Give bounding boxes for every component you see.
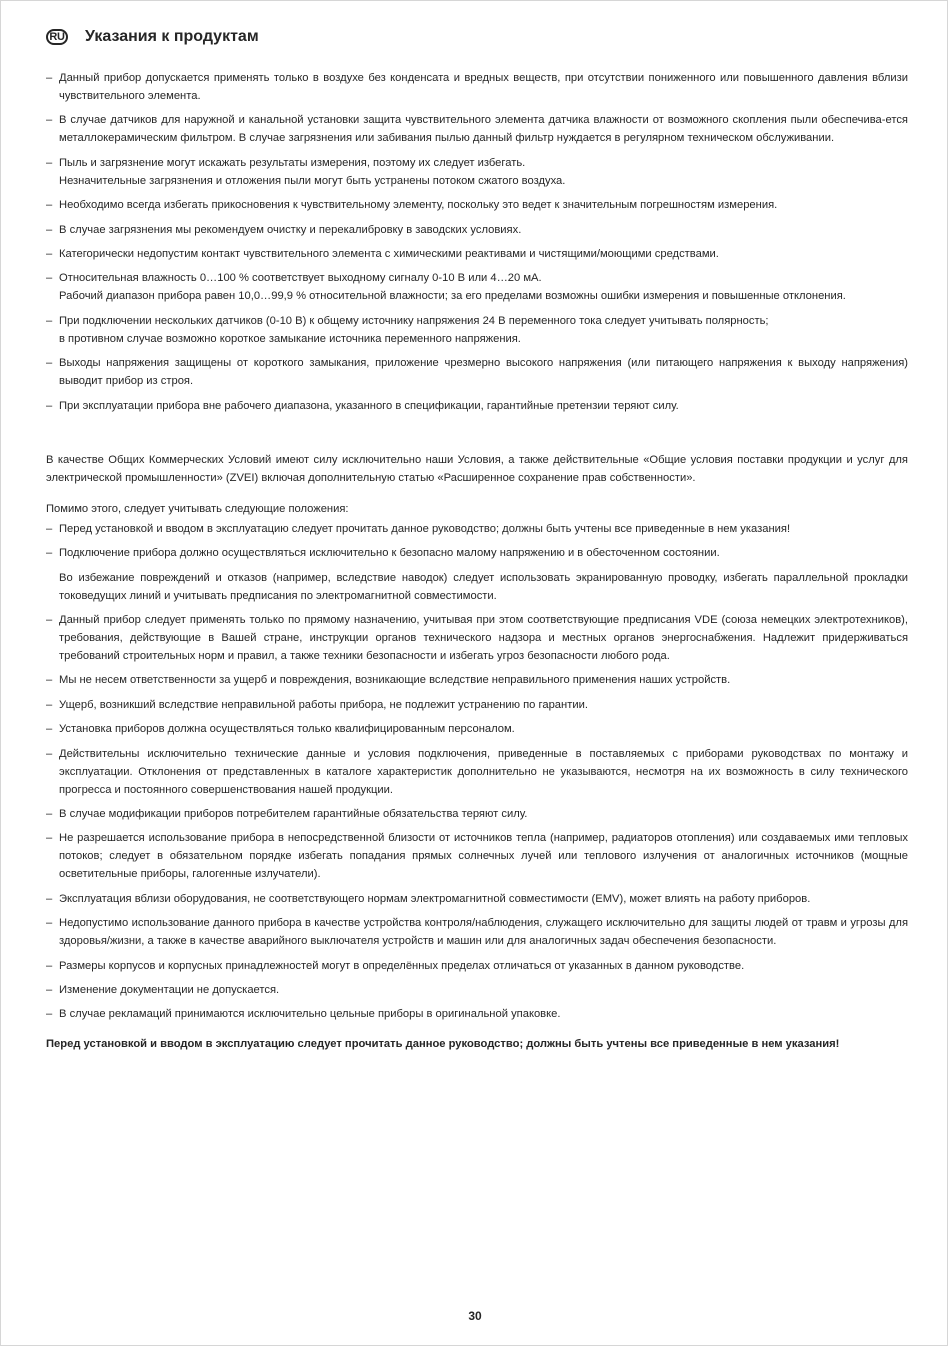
list-item: – В случае модификации приборов потребителем гарантийные обязательства теряют силу.: [46, 805, 908, 823]
list-item-text: в противном случае возможно короткое замыкание источника переменного напряжения.: [59, 332, 521, 345]
list-item: [46, 312, 908, 348]
list-item: – Эксплуатация вблизи оборудования, не соответствующего нормам электромагнитной совместимости (EMV), может влиять на работу приборов.: [46, 890, 908, 908]
list-item: [46, 154, 908, 190]
conditions-intro: Помимо этого, следует учитывать следующие положения:: [46, 502, 349, 515]
list-item: [46, 354, 908, 390]
section-header: [46, 28, 259, 46]
list-item-text: – При подключении нескольких датчиков (0-10 В) к общему источнику напряжения 24 В переменного тока следует учитывать полярность;: [59, 314, 769, 327]
page-title: Указания к продуктам: [85, 28, 259, 45]
list-item: [46, 269, 908, 305]
list-item: [46, 221, 908, 239]
list-item: – Подключение прибора должно осуществляться исключительно к безопасно малому напряжению и в обесточенном состоянии.: [46, 544, 908, 562]
list-item: [46, 245, 908, 263]
list-item: [46, 196, 908, 214]
product-notes-list: [46, 69, 908, 415]
list-item: – В случае рекламаций принимаются исключительно цельные приборы в оригинальной упаковке.: [46, 1005, 908, 1023]
list-item: – Действительны исключительно технические данные и условия подключения, приведенные в поставляемых с приборами руководствах по монтажу и эксплуатации. Отклонения от представленных в каталоге характеристик дополнительно не указываются, несмотря на их возможность в силу технического прогресса и постоянного совершенствования нашей продукции.: [46, 745, 908, 799]
list-item-text: – В случае загрязнения мы рекомендуем очистку и перекалибровку в заводских условиях.: [59, 223, 522, 236]
conditions-list-b: [46, 611, 908, 1023]
list-item: – Недопустимо использование данного прибора в качестве устройства контроля/наблюдения, служащего исключительно для защиты людей от травм и угрозы для здоровья/жизни, а также в качестве аварийного выключателя устройств и машин или для аналогичных задач обеспечения безопасности.: [46, 914, 908, 950]
list-item-text: – Выходы напряжения защищены от короткого замыкания, приложение чрезмерно высокого напряжения (или питающего напряжения к выходу напряжения) выводит прибор из строя.: [59, 357, 908, 388]
list-item: [46, 69, 908, 105]
list-item: – Перед установкой и вводом в эксплуатацию следует прочитать данное руководство; должны быть учтены все приведенные в нем указания!: [46, 520, 908, 538]
conditions-list-a: [46, 520, 908, 562]
list-item-text: – Необходимо всегда избегать прикосновения к чувствительному элементу, поскольку это ведет к значительным погрешностям измерения.: [59, 199, 778, 212]
list-item-text: – В случае датчиков для наружной и канальной установки защита чувствительного элемента датчика влажности от возможного скопления пыли обеспечива-ется металлокерамическим фильтром. В случае загрязнения или забивания пылью данный фильтр нуждается в регулярном техническом обслуживании.: [59, 114, 908, 145]
list-item: – Установка приборов должна осуществляться только квалифицированным персоналом.: [46, 720, 908, 738]
list-item: – Мы не несем ответственности за ущерб и повреждения, возникающие вследствие неправильного применения наших устройств.: [46, 671, 908, 689]
list-item: – Не разрешается использование прибора в непосредственной близости от источников тепла (например, радиаторов отопления) или создаваемых ими тепловых потоков; следует в обязательном порядке избегать попадания прямых солнечных лучей или теплового излучения от аналогичных источников (мощные осветительные приборы, галогенные излучатели).: [46, 829, 908, 883]
list-item-text: Незначительные загрязнения и отложения пыли могут быть устранены потоком сжатого воздуха.: [59, 174, 566, 187]
final-warning: Перед установкой и вводом в эксплуатацию следует прочитать данное руководство; должны быть учтены все приведенные в нем указания!: [46, 1038, 840, 1051]
list-item-text: – При эксплуатации прибора вне рабочего диапазона, указанного в спецификации, гарантийные претензии теряют силу.: [59, 399, 679, 412]
list-item-text: Рабочий диапазон прибора равен 10,0…99,9 % относительной влажности; за его пределами возможны ошибки измерения и повышенные отклонения.: [59, 290, 846, 303]
document-body: [46, 69, 908, 1053]
terms-paragraph: В качестве Общих Коммерческих Условий имеют силу исключительно наши Условия, а также действительные «Общие условия поставки продукции и услуг для электрической промышленности» (ZVEI) включая дополнительную статью «Расширенное сохранение прав собственности».: [46, 453, 908, 484]
shielding-note: Во избежание повреждений и отказов (например, вследствие наводок) следует использовать экранированную проводку, избегать параллельной прокладки токоведущих линий и учитывать предписания по электромагнитной совместимости.: [59, 571, 908, 602]
page-number: 30: [468, 1309, 482, 1323]
list-item-text: – Относительная влажность 0…100 % соответствует выходному сигналу 0-10 В или 4…20 мА.: [59, 272, 542, 285]
list-item-text: – Категорически недопустим контакт чувствительного элемента с химическими реактивами и чистящими/моющими средствами.: [59, 247, 719, 260]
list-item-text: – Данный прибор допускается применять только в воздухе без конденсата и вредных веществ, при отсутствии пониженного или повышенного давления вблизи чувствительного элемента.: [59, 72, 908, 102]
list-item: [46, 111, 908, 147]
list-item: – Данный прибор следует применять только по прямому назначению, учитывая при этом соответствующие предписания VDE (союза немецких электротехников), требования, действующие в Вашей стране, инструкции органов технического надзора и местных органов энергоснабжения. Надлежит придерживаться требований строительных норм и правил, а также техники безопасности и избегать угроз безопасности любого рода.: [46, 611, 908, 665]
list-item: – Ущерб, возникший вследствие неправильной работы прибора, не подлежит устранению по гарантии.: [46, 696, 908, 714]
list-item: – Размеры корпусов и корпусных принадлежностей могут в определённых пределах отличаться от указанных в данном руководстве.: [46, 957, 908, 975]
language-badge: RU: [46, 29, 68, 45]
list-item-text: – Пыль и загрязнение могут искажать результаты измерения, поэтому их следует избегать.: [59, 156, 526, 169]
list-item: – Изменение документации не допускается.: [46, 981, 908, 999]
list-item: [46, 397, 908, 415]
